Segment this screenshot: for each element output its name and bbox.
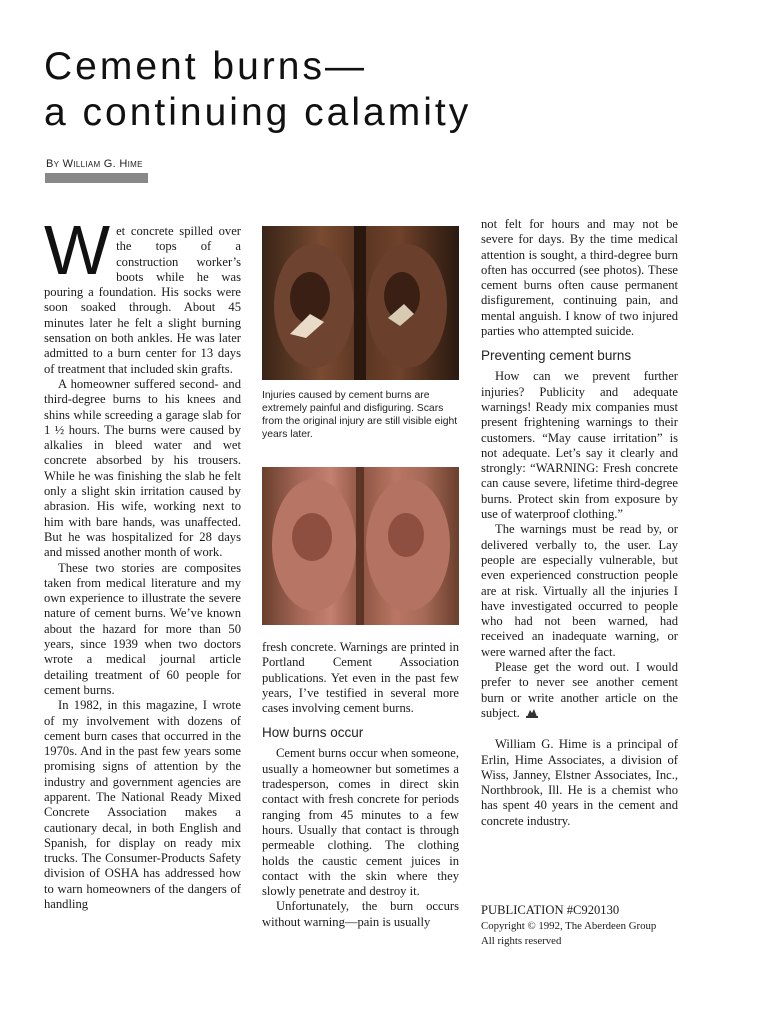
column-2 [262, 640, 459, 930]
paragraph: How can we prevent further injuries? Publicity and adequate warnings! Ready mix companies must present frightening warnings to their customers. “May cause irritation” is not adequate. Let’s say it clearly and strongly: “WARNING: Fresh concrete can cause severe, lifetime third-degree burns. Protect skin from exposure by use of waterproof clothing.” [481, 369, 678, 522]
photo-knees-illustration [262, 226, 459, 380]
rights-line: All rights reserved [481, 935, 562, 947]
paragraph: et concrete spilled over the tops of a construction worker’s boots while he was pouring a foundation. His socks were soon soaked through. About 45 minutes later he felt a slight burning sensation on both ankles. He was later admitted to a burn center for 13 days of treatment that included skin grafts. [44, 224, 241, 376]
title-line-1: Cement burns— [44, 45, 367, 88]
byline-rule [45, 173, 148, 183]
article-title [44, 44, 471, 136]
paragraph-final-text: Please get the word out. I would prefer to never see another cement burn or write another article on the subject. [481, 660, 678, 720]
column-3 [481, 217, 678, 829]
drop-cap: W [44, 211, 111, 289]
photo-caption: Injuries caused by cement burns are extremely painful and disfiguring. Scars from the original injury are still visible eight years later. [262, 390, 458, 440]
photo-injured-knees [262, 226, 459, 380]
author-bio: William G. Hime is a principal of Erlin, Hime Associates, a division of Wiss, Janney, Elstner Associates, Inc., Northbrook, Ill. He is a chemist who has spent 40 years in the cement and concrete industry. [481, 737, 678, 828]
copyright-notice [481, 919, 656, 949]
paragraph: The warnings must be read by, or delivered verbally to, the user. Lay people are especially vulnerable, but even experienced construction people are at risk. Virtually all the injuries I have investigated occurred to people who had not been warned, had received an inadequate warning, or were warned after the fact. [481, 522, 678, 659]
publication-number: PUBLICATION #C920130 [481, 903, 620, 917]
paragraph: In 1982, in this magazine, I wrote of my involvement with dozens of cement burn cases that occurred in the 1970s. And in the past few years some promising signs of attention by the industry and government agencies are apparent. The National Ready Mixed Concrete Association makes a cautionary decal, in both English and Spanish, for display on ready mix trucks. The Consumer-Products Safety division of OSHA has addressed how to warn homeowners of the dangers of handling [44, 698, 241, 912]
paragraph: fresh concrete. Warnings are printed in Portland Cement Association publications. Yet even in the past few years, I’ve testified in several more cases involving cement burns. [262, 640, 459, 716]
title-line-2: a continuing calamity [44, 91, 472, 134]
column-1 [44, 211, 241, 912]
paragraph: A homeowner suffered second- and third-degree burns to his knees and shins while screeding a garage slab for 1 ½ hours. The burns were caused by alkalies in bleed water and wet concrete absorbed by his trousers. While he was finishing the slab he felt only a slight skin irritation caused by abrasion. His wife, working next to him with bare hands, was unaffected. But he was hospitalized for 28 days and missed another month of work. [44, 376, 241, 560]
paragraph-final [481, 660, 678, 721]
end-mark-icon [526, 708, 538, 718]
photo-scarred-knees [262, 467, 459, 625]
byline [46, 158, 143, 170]
photo-scars-illustration [262, 467, 459, 625]
subhead-how-burns-occur: How burns occur [262, 725, 364, 741]
subhead-preventing-cement-burns: Preventing cement burns [481, 348, 632, 364]
paragraph: These two stories are composites taken from medical literature and my own experience to illustrate the severe nature of cement burns. We’ve known about the hazard for more than 50 years, since 1939 when two doctors wrote a medical journal article detailing treatment of 60 people for cement burns. [44, 560, 241, 697]
paragraph: Cement burns occur when someone, usually a homeowner but sometimes a tradesperson, comes in direct skin contact with fresh concrete for periods ranging from 45 minutes to a few hours. Usually that contact is through permeable clothing. The clothing holds the caustic cement juices in contact with the skin where they slowly penetrate and destroy it. [262, 746, 459, 899]
paragraph: Unfortunately, the burn occurs without warning—pain is usually [262, 899, 459, 929]
copyright-line: Copyright © 1992, The Aberdeen Group [481, 920, 657, 932]
byline-text: By William G. Hime [46, 158, 143, 170]
paragraph: not felt for hours and may not be severe for days. By the time medical attention is sought, a third-degree burn often has occurred (see photos). These cement burns often cause permanent disfigurement, continuing pain, and mental anguish. I know of two injured parties who attempted suicide. [481, 217, 678, 339]
